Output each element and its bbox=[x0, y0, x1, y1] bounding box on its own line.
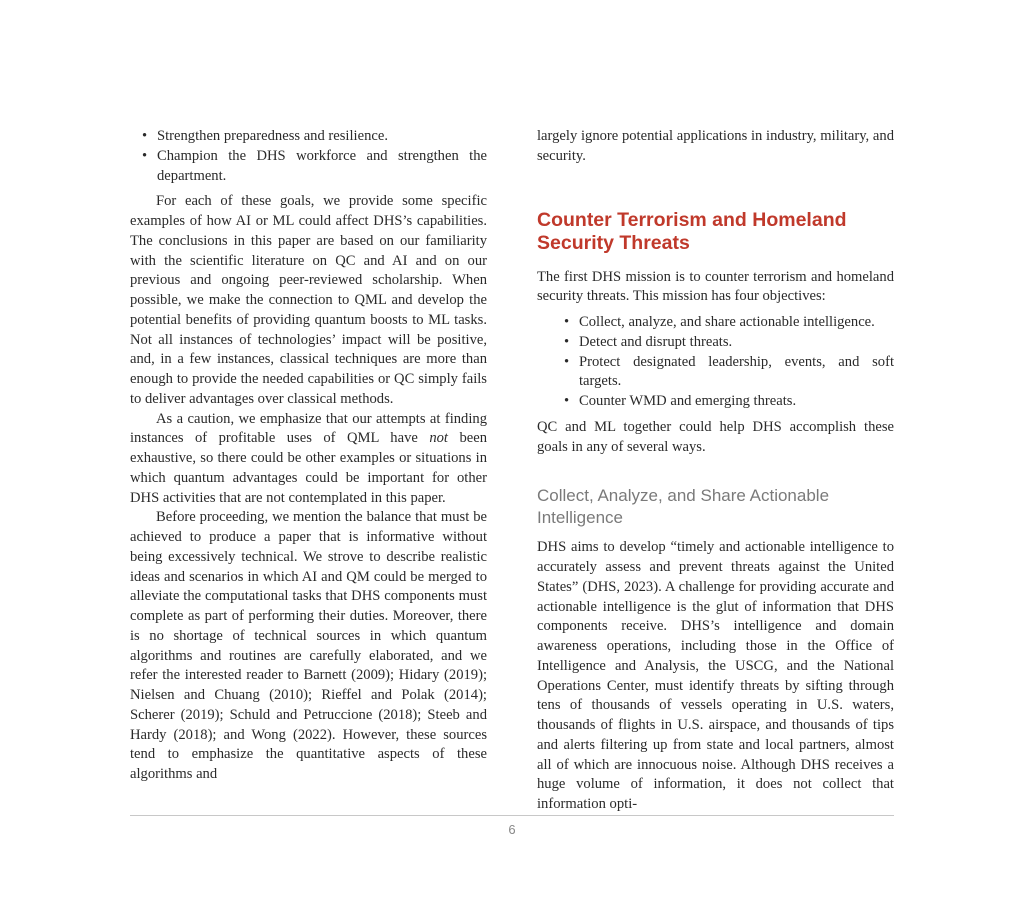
list-item: • Detect and disrupt threats. bbox=[537, 333, 894, 353]
body-paragraph: QC and ML together could help DHS accomplish these goals in any of several ways. bbox=[537, 418, 894, 455]
list-item: • Strengthen preparedness and resilience. bbox=[115, 127, 487, 147]
paragraph-text: been exhaustive, so there could be other examples or situations in which quantum advantages could be important for other DHS activities that are not contemplated in this paper. bbox=[130, 430, 487, 506]
body-paragraph: The first DHS mission is to counter terrorism and homeland security threats. This mission has four objectives: bbox=[537, 268, 894, 305]
right-column bbox=[537, 127, 894, 815]
body-paragraph bbox=[130, 410, 487, 509]
list-item: • Counter WMD and emerging threats. bbox=[537, 392, 894, 412]
list-item: • Collect, analyze, and share actionable intelligence. bbox=[537, 313, 894, 333]
left-column bbox=[130, 127, 487, 785]
body-paragraph: largely ignore potential applications in industry, military, and security. bbox=[537, 128, 894, 164]
section-heading: Counter Terrorism and Homeland Security Threats bbox=[537, 208, 847, 254]
subsection-heading: Collect, Analyze, and Share Actionable Intelligence bbox=[537, 486, 830, 528]
footer-divider bbox=[130, 815, 894, 816]
body-paragraph: Before proceeding, we mention the balance that must be achieved to produce a paper that is informative without being excessively technical. We strove to describe realistic ideas and scenarios in which AI and QM could be merged to alleviate the computational tasks that DHS components must complete as part of performing their duties. Moreover, there is no shortage of technical sources in which quantum algorithms and routines are carefully elaborated, and we refer the interested reader to Barnett (2009); Hidary (2019); Nielsen and Chuang (2010); Rieffel and Polak (2014); Scherer (2019); Schuld and Petruccione (2018); Steeb and Hardy (2018); and Wong (2022). However, these sources tend to emphasize the quantitative aspects of these algorithms and bbox=[130, 509, 487, 782]
goals-bullet-list bbox=[115, 127, 487, 186]
paragraph-text: As a caution, we emphasize that our attempts at finding instances of profitable uses of QML have bbox=[130, 410, 487, 447]
body-paragraph: For each of these goals, we provide some specific examples of how AI or ML could affect DHS’s capabilities. The conclusions in this paper are based on our familiarity with the scientific literature on QC and AI and on our previous and ongoing peer-reviewed scholarship. When possible, we make the connection to QML and develop the potential benefits of providing quantum boosts to ML tasks. Not all instances of technologies’ impact will be positive, and, in a few instances, classical techniques are more than enough to provide the needed capabilities or QC simply fails to deliver advantages over classical methods. bbox=[130, 193, 487, 407]
page-number: 6 bbox=[508, 822, 516, 837]
list-item: • Champion the DHS workforce and strengthen the department. bbox=[115, 147, 487, 187]
emphasis-text: not bbox=[429, 430, 448, 447]
body-paragraph: DHS aims to develop “timely and actionable intelligence to accurately assess and prevent threats against the United States” (DHS, 2023). A challenge for providing accurate and actionable intelligence is the glut of information that DHS components receive. DHS’s intelligence and domain awareness operations, including those in the Office of Intelligence and Analysis, the USCG, and the National Operations Center, must identify threats by sifting through tens of thousands of vessels operating in U.S. waters, thousands of flights in U.S. airspace, and thousands of tips and alerts filtering up from state and local partners, almost all of which are innocuous noise. Although DHS receives a huge volume of information, it does not collect that information opti- bbox=[537, 539, 894, 812]
list-item: • Protect designated leadership, events, and soft targets. bbox=[537, 353, 894, 393]
objectives-bullet-list bbox=[537, 313, 894, 412]
